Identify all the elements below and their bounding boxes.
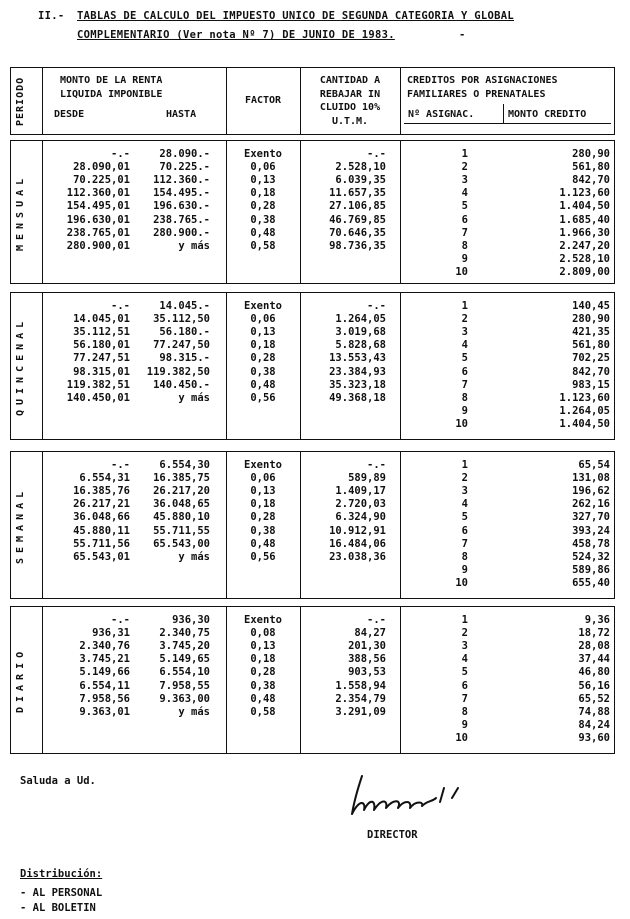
factor-value: 0,13 bbox=[250, 174, 276, 187]
factor-value: 0,06 bbox=[250, 161, 276, 174]
factor-value: 0,18 bbox=[250, 339, 276, 352]
asignac-value: 7 bbox=[461, 226, 468, 239]
factor-value: 0,48 bbox=[250, 226, 276, 239]
hasta-value: y más bbox=[178, 550, 210, 563]
factor-value: 0,56 bbox=[250, 550, 276, 563]
hasta-value: 196.630.- bbox=[153, 200, 210, 213]
desde-value: 70.225,01 bbox=[73, 174, 130, 187]
hasta-value: 280.900.- bbox=[153, 226, 210, 239]
hasta-value: 140.450.- bbox=[153, 378, 210, 391]
factor-value: 0,08 bbox=[250, 627, 276, 640]
asignac-value: 8 bbox=[461, 705, 468, 718]
asignac-value: 3 bbox=[461, 485, 468, 498]
credito-value: 18,72 bbox=[578, 627, 610, 640]
dist-item-boletin: - AL BOLETIN bbox=[20, 902, 96, 914]
hasta-value: 112.360.- bbox=[153, 174, 210, 187]
rebajar-value: -.- bbox=[367, 148, 386, 160]
director-label: DIRECTOR bbox=[367, 829, 418, 841]
credito-value: 1.123,60 bbox=[559, 187, 610, 200]
credito-value: 196,62 bbox=[572, 485, 610, 498]
credito-value: 1.966,30 bbox=[559, 226, 610, 239]
factor-value: 0,38 bbox=[250, 365, 276, 378]
header-desde: DESDE bbox=[54, 109, 85, 120]
credito-value: 2.809,00 bbox=[559, 265, 610, 278]
credito-value: 65,54 bbox=[578, 459, 610, 471]
rebajar-value: 2.528,10 bbox=[335, 161, 386, 174]
asignac-value: 4 bbox=[461, 339, 468, 352]
asignac-value: 8 bbox=[461, 391, 468, 404]
period-label: QUINCENAL bbox=[15, 316, 26, 416]
rebajar-value: 16.484,06 bbox=[329, 537, 386, 550]
hasta-value: 9.363,00 bbox=[159, 692, 210, 705]
header-factor: FACTOR bbox=[244, 95, 282, 106]
hasta-value: 5.149,65 bbox=[159, 653, 210, 666]
column-rule bbox=[400, 292, 401, 440]
dist-item-personal: - AL PERSONAL bbox=[20, 887, 103, 899]
credito-value: 842,70 bbox=[572, 174, 610, 187]
asignac-value: 9 bbox=[461, 563, 468, 576]
hasta-value: 56.180.- bbox=[159, 326, 210, 339]
rebajar-value: 84,27 bbox=[354, 627, 386, 640]
credito-value: 655,40 bbox=[572, 576, 610, 589]
hasta-value: 16.385,75 bbox=[153, 472, 210, 485]
credito-value: 327,70 bbox=[572, 511, 610, 524]
factor-value: Exento bbox=[244, 459, 282, 471]
title-prefix: II.- bbox=[38, 10, 65, 22]
factor-value: Exento bbox=[244, 614, 282, 626]
factor-value: 0,38 bbox=[250, 213, 276, 226]
header-periodo: PERIODO bbox=[15, 76, 26, 126]
hasta-value: 6.554,10 bbox=[159, 666, 210, 679]
desde-value: -.- bbox=[111, 148, 130, 160]
credito-value: 9,36 bbox=[584, 614, 610, 626]
desde-value: 9.363,01 bbox=[79, 705, 130, 718]
rebajar-value: 70.646,35 bbox=[329, 226, 386, 239]
rebajar-value: 13.553,43 bbox=[329, 352, 386, 365]
desde-value: 14.045,01 bbox=[73, 313, 130, 326]
hasta-value: 2.340,75 bbox=[159, 627, 210, 640]
header-cantidad-4: U.T.M. bbox=[331, 116, 369, 127]
desde-value: -.- bbox=[111, 459, 130, 471]
period-label: DIARIO bbox=[15, 646, 26, 714]
rebajar-value: 11.657,35 bbox=[329, 187, 386, 200]
asignac-value: 8 bbox=[461, 550, 468, 563]
hasta-value: 936,30 bbox=[172, 614, 210, 626]
desde-value: 6.554,31 bbox=[79, 472, 130, 485]
credito-value: 93,60 bbox=[578, 731, 610, 744]
rebajar-value: -.- bbox=[367, 300, 386, 312]
credito-value: 1.404,50 bbox=[559, 200, 610, 213]
asignac-value: 6 bbox=[461, 213, 468, 226]
factor-value: 0,58 bbox=[250, 705, 276, 718]
factor-value: 0,18 bbox=[250, 498, 276, 511]
title-line-2: COMPLEMENTARIO (Ver nota Nº 7) DE JUNIO DE 1983. bbox=[77, 29, 395, 41]
rebajar-value: 49.368,18 bbox=[329, 391, 386, 404]
desde-value: 5.149,66 bbox=[79, 666, 130, 679]
hasta-value: 35.112,50 bbox=[153, 313, 210, 326]
desde-value: 77.247,51 bbox=[73, 352, 130, 365]
desde-value: 56.180,01 bbox=[73, 339, 130, 352]
desde-value: 112.360,01 bbox=[66, 187, 130, 200]
header-cantidad-2: REBAJAR IN bbox=[319, 89, 381, 100]
factor-value: 0,13 bbox=[250, 485, 276, 498]
header-cantidad-1: CANTIDAD A bbox=[319, 75, 381, 86]
director-signature bbox=[340, 768, 490, 828]
hasta-value: 3.745,20 bbox=[159, 640, 210, 653]
credito-value: 561,80 bbox=[572, 161, 610, 174]
credito-value: 1.685,40 bbox=[559, 213, 610, 226]
column-rule bbox=[400, 140, 401, 284]
header-cantidad-3: CLUIDO 10% bbox=[319, 102, 381, 113]
credito-value: 524,32 bbox=[572, 550, 610, 563]
hasta-value: y más bbox=[178, 239, 210, 252]
hasta-value: 36.048,65 bbox=[153, 498, 210, 511]
credito-value: 1.404,50 bbox=[559, 417, 610, 430]
rebajar-value: 46.769,85 bbox=[329, 213, 386, 226]
credito-value: 458,78 bbox=[572, 537, 610, 550]
desde-value: 2.340,76 bbox=[79, 640, 130, 653]
hasta-value: 55.711,55 bbox=[153, 524, 210, 537]
desde-value: 55.711,56 bbox=[73, 537, 130, 550]
desde-value: 65.543,01 bbox=[73, 550, 130, 563]
factor-value: 0,06 bbox=[250, 472, 276, 485]
credito-value: 1.123,60 bbox=[559, 391, 610, 404]
asignac-value: 2 bbox=[461, 627, 468, 640]
rebajar-value: 23.038,36 bbox=[329, 550, 386, 563]
asignac-value: 4 bbox=[461, 498, 468, 511]
hasta-value: 28.090.- bbox=[159, 148, 210, 160]
desde-value: 154.495,01 bbox=[66, 200, 130, 213]
credito-value: 393,24 bbox=[572, 524, 610, 537]
factor-value: 0,48 bbox=[250, 378, 276, 391]
credito-value: 46,80 bbox=[578, 666, 610, 679]
hasta-value: 77.247,50 bbox=[153, 339, 210, 352]
desde-value: 936,31 bbox=[92, 627, 130, 640]
asignac-value: 6 bbox=[461, 679, 468, 692]
credito-value: 280,90 bbox=[572, 313, 610, 326]
credito-value: 2.247,20 bbox=[559, 239, 610, 252]
factor-value: 0,18 bbox=[250, 653, 276, 666]
rebajar-value: 1.409,17 bbox=[335, 485, 386, 498]
hasta-value: y más bbox=[178, 705, 210, 718]
credito-value: 262,16 bbox=[572, 498, 610, 511]
factor-value: 0,28 bbox=[250, 200, 276, 213]
column-rule bbox=[400, 606, 401, 754]
asignac-value: 9 bbox=[461, 252, 468, 265]
factor-value: 0,56 bbox=[250, 391, 276, 404]
credito-value: 2.528,10 bbox=[559, 252, 610, 265]
factor-value: 0,28 bbox=[250, 511, 276, 524]
asignac-value: 5 bbox=[461, 200, 468, 213]
asignac-value: 5 bbox=[461, 511, 468, 524]
hasta-value: 154.495.- bbox=[153, 187, 210, 200]
rebajar-value: 903,53 bbox=[348, 666, 386, 679]
asignac-value: 10 bbox=[455, 731, 468, 744]
credito-value: 28,08 bbox=[578, 640, 610, 653]
rebajar-value: 3.291,09 bbox=[335, 705, 386, 718]
desde-value: -.- bbox=[111, 614, 130, 626]
desde-value: 196.630,01 bbox=[66, 213, 130, 226]
rebajar-value: 589,89 bbox=[348, 472, 386, 485]
desde-value: 45.880,11 bbox=[73, 524, 130, 537]
credito-value: 983,15 bbox=[572, 378, 610, 391]
rebajar-value: 6.324,90 bbox=[335, 511, 386, 524]
credito-value: 65,52 bbox=[578, 692, 610, 705]
desde-value: 7.958,56 bbox=[79, 692, 130, 705]
header-monto-2: LIQUIDA IMPONIBLE bbox=[60, 89, 163, 100]
factor-value: 0,38 bbox=[250, 524, 276, 537]
asignac-value: 5 bbox=[461, 352, 468, 365]
period-label: SEMANAL bbox=[15, 486, 26, 564]
asignac-value: 2 bbox=[461, 313, 468, 326]
factor-value: 0,48 bbox=[250, 692, 276, 705]
credito-value: 140,45 bbox=[572, 300, 610, 312]
header-creditos-2: FAMILIARES O PRENATALES bbox=[407, 89, 546, 100]
rebajar-value: 1.558,94 bbox=[335, 679, 386, 692]
factor-value: 0,58 bbox=[250, 239, 276, 252]
rebajar-value: 6.039,35 bbox=[335, 174, 386, 187]
desde-value: 280.900,01 bbox=[66, 239, 130, 252]
desde-value: 98.315,01 bbox=[73, 365, 130, 378]
desde-value: 36.048,66 bbox=[73, 511, 130, 524]
credito-value: 421,35 bbox=[572, 326, 610, 339]
asignac-value: 7 bbox=[461, 537, 468, 550]
factor-value: 0,06 bbox=[250, 313, 276, 326]
credito-value: 1.264,05 bbox=[559, 404, 610, 417]
asignac-value: 8 bbox=[461, 239, 468, 252]
factor-value: 0,13 bbox=[250, 326, 276, 339]
factor-value: 0,38 bbox=[250, 679, 276, 692]
header-monto-1: MONTO DE LA RENTA bbox=[60, 75, 163, 86]
factor-value: 0,48 bbox=[250, 537, 276, 550]
credito-value: 74,88 bbox=[578, 705, 610, 718]
hasta-value: 6.554,30 bbox=[159, 459, 210, 471]
rebajar-value: 10.912,91 bbox=[329, 524, 386, 537]
hasta-value: 45.880,10 bbox=[153, 511, 210, 524]
rebajar-value: 1.264,05 bbox=[335, 313, 386, 326]
rebajar-value: 35.323,18 bbox=[329, 378, 386, 391]
rebajar-value: 388,56 bbox=[348, 653, 386, 666]
desde-value: 16.385,76 bbox=[73, 485, 130, 498]
saluda: Saluda a Ud. bbox=[20, 775, 96, 787]
rebajar-value: 2.354,79 bbox=[335, 692, 386, 705]
credito-value: 56,16 bbox=[578, 679, 610, 692]
asignac-value: 10 bbox=[455, 265, 468, 278]
hasta-value: 14.045.- bbox=[159, 300, 210, 312]
asignac-value: 3 bbox=[461, 640, 468, 653]
period-label: MENSUAL bbox=[15, 173, 26, 251]
asignac-value: 9 bbox=[461, 404, 468, 417]
credito-value: 702,25 bbox=[572, 352, 610, 365]
column-rule bbox=[42, 292, 43, 440]
rebajar-value: 3.019,68 bbox=[335, 326, 386, 339]
credito-value: 280,90 bbox=[572, 148, 610, 160]
asignac-value: 1 bbox=[461, 148, 468, 160]
asignac-value: 2 bbox=[461, 472, 468, 485]
desde-value: 119.382,51 bbox=[66, 378, 130, 391]
hasta-value: 98.315.- bbox=[159, 352, 210, 365]
credito-value: 589,86 bbox=[572, 563, 610, 576]
desde-value: 140.450,01 bbox=[66, 391, 130, 404]
asignac-value: 6 bbox=[461, 365, 468, 378]
asignac-value: 1 bbox=[461, 459, 468, 471]
rebajar-value: 23.384,93 bbox=[329, 365, 386, 378]
column-rule bbox=[42, 606, 43, 754]
hasta-value: 238.765.- bbox=[153, 213, 210, 226]
asignac-value: 1 bbox=[461, 300, 468, 312]
column-rule bbox=[400, 451, 401, 599]
hasta-value: 7.958,55 bbox=[159, 679, 210, 692]
factor-value: 0,28 bbox=[250, 352, 276, 365]
distribucion-heading: Distribución: bbox=[20, 868, 103, 880]
desde-value: 28.090,01 bbox=[73, 161, 130, 174]
desde-value: 6.554,11 bbox=[79, 679, 130, 692]
hasta-value: 70.225.- bbox=[159, 161, 210, 174]
rebajar-value: 27.106,85 bbox=[329, 200, 386, 213]
asignac-value: 3 bbox=[461, 326, 468, 339]
factor-value: Exento bbox=[244, 300, 282, 312]
hasta-value: 119.382,50 bbox=[146, 365, 210, 378]
desde-value: 35.112,51 bbox=[73, 326, 130, 339]
asignac-value: 5 bbox=[461, 666, 468, 679]
asignac-value: 4 bbox=[461, 653, 468, 666]
header-creditos-1: CREDITOS POR ASIGNACIONES bbox=[407, 75, 558, 86]
asignac-value: 10 bbox=[455, 417, 468, 430]
credito-value: 37,44 bbox=[578, 653, 610, 666]
column-rule bbox=[42, 451, 43, 599]
asignac-value: 7 bbox=[461, 378, 468, 391]
credito-value: 84,24 bbox=[578, 718, 610, 731]
factor-value: Exento bbox=[244, 148, 282, 160]
credito-value: 842,70 bbox=[572, 365, 610, 378]
rebajar-value: 5.828,68 bbox=[335, 339, 386, 352]
rebajar-value: 201,30 bbox=[348, 640, 386, 653]
title-line-1: TABLAS DE CALCULO DEL IMPUESTO UNICO DE SEGUNDA CATEGORIA Y GLOBAL bbox=[77, 10, 515, 22]
rebajar-value: 2.720,03 bbox=[335, 498, 386, 511]
title-suffix: - bbox=[459, 29, 466, 41]
header-hasta: HASTA bbox=[166, 109, 197, 120]
desde-value: 3.745,21 bbox=[79, 653, 130, 666]
asignac-value: 10 bbox=[455, 576, 468, 589]
rebajar-value: -.- bbox=[367, 614, 386, 626]
header-monto-credito: MONTO CREDITO bbox=[508, 109, 587, 120]
header-num-asignac: Nº ASIGNAC. bbox=[408, 109, 475, 120]
desde-value: 238.765,01 bbox=[66, 226, 130, 239]
desde-value: 26.217,21 bbox=[73, 498, 130, 511]
hasta-value: 26.217,20 bbox=[153, 485, 210, 498]
asignac-value: 3 bbox=[461, 174, 468, 187]
column-rule bbox=[42, 140, 43, 284]
rebajar-value: 98.736,35 bbox=[329, 239, 386, 252]
asignac-value: 4 bbox=[461, 187, 468, 200]
credito-value: 561,80 bbox=[572, 339, 610, 352]
hasta-value: y más bbox=[178, 391, 210, 404]
factor-value: 0,13 bbox=[250, 640, 276, 653]
asignac-value: 2 bbox=[461, 161, 468, 174]
credito-value: 131,08 bbox=[572, 472, 610, 485]
rebajar-value: -.- bbox=[367, 459, 386, 471]
factor-value: 0,28 bbox=[250, 666, 276, 679]
asignac-value: 9 bbox=[461, 718, 468, 731]
asignac-value: 7 bbox=[461, 692, 468, 705]
asignac-value: 1 bbox=[461, 614, 468, 626]
hasta-value: 65.543,00 bbox=[153, 537, 210, 550]
desde-value: -.- bbox=[111, 300, 130, 312]
asignac-value: 6 bbox=[461, 524, 468, 537]
factor-value: 0,18 bbox=[250, 187, 276, 200]
